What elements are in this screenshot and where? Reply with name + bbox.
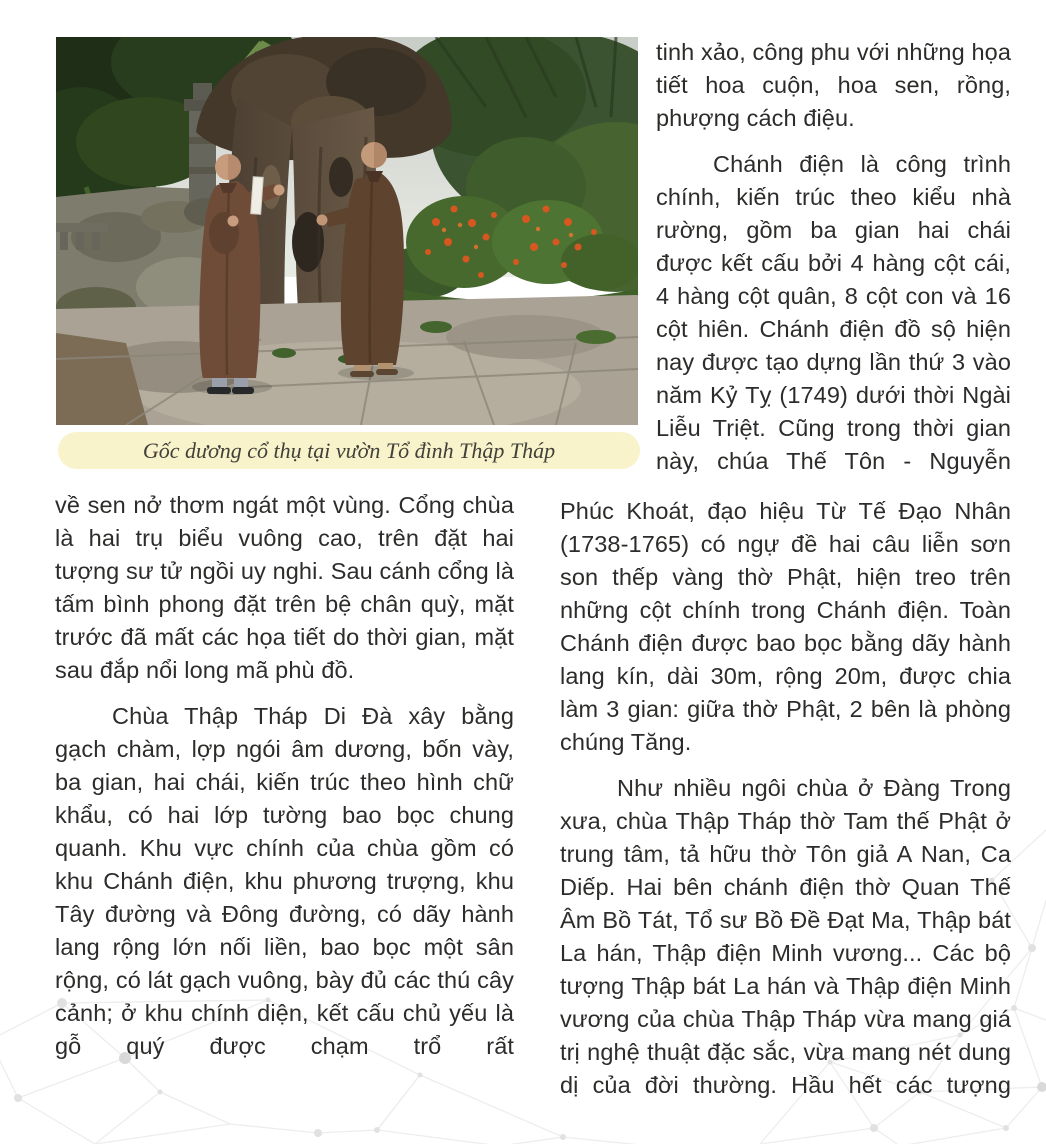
- paragraph-right-2: Chánh điện là công trình chính, kiến trúc theo kiểu nhà rường, gồm ba gian hai chái được kết cấu bởi 4 hàng cột cái, 4 hàng cột quân, 8 cột con và 16 cột hiên. Chánh điện đồ sộ hiện nay được tạo dựng lần thứ 3 vào năm Kỷ Tỵ (1749) dưới thời Ngài Liễu Triệt. Cũng trong thời gian này, chúa Thế Tôn - Nguyễn: [656, 151, 1011, 474]
- paragraph-left-1: về sen nở thơm ngát một vùng. Cổng chùa là hai trụ biểu vuông cao, trên đặt hai tượng sư tử ngồi uy nghi. Sau cánh cổng là tấm bình phong đặt trên bệ chân quỳ, mặt trước đã mất các họa tiết do thời gian, mặt sau đắp nổi long mã phù đồ.: [55, 492, 514, 683]
- paragraph-right-4: Như nhiều ngôi chùa ở Đàng Trong xưa, chùa Thập Tháp thờ Tam thế Phật ở trung tâm, tả hữu thờ Tôn giả A Nan, Ca Diếp. Hai bên chánh điện thờ Quan Thế Âm Bồ Tát, Tổ sư Bồ Đề Đạt Ma, Thập bát La hán, Thập điện Minh vương... Các bộ tượng Thập bát La hán và Thập điện Minh vương của chùa Thập Tháp vừa mang giá trị nghệ thuật đặc sắc, vừa mang nét dung dị của đời thường. Hầu hết các tượng: [560, 775, 1011, 1098]
- column-right-top: [656, 36, 1011, 478]
- photo-caption: [58, 432, 640, 469]
- column-right-bottom: [560, 495, 1011, 1102]
- temple-garden-photo-illustration: [56, 37, 638, 425]
- column-left: [55, 489, 514, 1063]
- photo-caption-text: Gốc dương cổ thụ tại vườn Tổ đình Thập Tháp: [142, 437, 556, 463]
- temple-garden-photo: [56, 37, 638, 425]
- paragraph-right-3: Phúc Khoát, đạo hiệu Từ Tế Đạo Nhân (1738-1765) có ngự đề hai câu liễn sơn son thếp vàng thờ Phật, hiện treo trên những cột chính trong Chánh điện. Toàn Chánh điện được bao bọc bằng dãy hành lang kín, dài 30m, rộng 20m, được chia làm 3 gian: giữa thờ Phật, 2 bên là phòng chúng Tăng.: [560, 498, 1011, 755]
- paragraph-left-2: Chùa Thập Tháp Di Đà xây bằng gạch chàm, lợp ngói âm dương, bốn vày, ba gian, hai chái, kiến trúc theo hình chữ khẩu, có hai lớp tường bao bọc chung quanh. Khu vực chính của chùa gồm có khu Chánh điện, khu phương trượng, khu Tây đường và Đông đường, có dãy hành lang rộng lớn nối liền, bao bọc một sân rộng, có lát gạch vuông, bày đủ các thú cây cảnh; ở khu chính diện, kết cấu chủ yếu là gỗ quý được chạm trổ rất: [55, 703, 514, 1059]
- paragraph-right-1: tinh xảo, công phu với những họa tiết hoa cuộn, hoa sen, rồng, phượng cách điệu.: [656, 39, 1011, 131]
